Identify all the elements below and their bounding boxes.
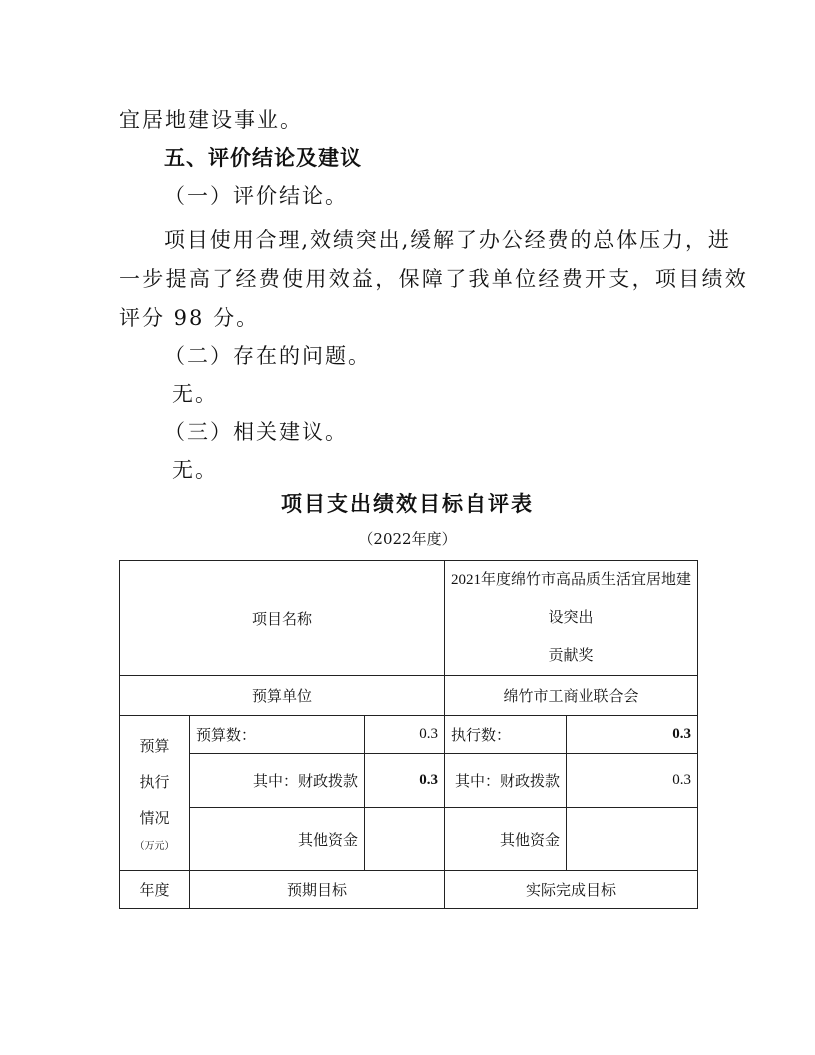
budget-amount-label: 预算数： [190, 716, 365, 754]
project-name-value [445, 561, 698, 676]
other-funds-label-executed: 其他资金 [445, 808, 567, 871]
actual-goal-label: 实际完成目标 [445, 871, 698, 909]
table-row [120, 716, 698, 754]
fiscal-value-executed: 0.3 [567, 754, 698, 808]
budget-unit-value: 绵竹市工商业联合会 [445, 676, 698, 716]
project-name-label: 项目名称 [120, 561, 445, 676]
other-funds-value-executed [567, 808, 698, 871]
paragraph-conclusion-line3: 评分 98 分。 [119, 306, 260, 330]
table-row [120, 871, 698, 909]
other-funds-label-budget: 其他资金 [190, 808, 365, 871]
budget-amount-value: 0.3 [365, 716, 445, 754]
side-label-3: 情况 [139, 811, 170, 827]
performance-table [119, 560, 698, 909]
section-heading: 五、评价结论及建议 [164, 146, 362, 170]
paragraph-conclusion-line2: 一步提高了经费使用效益，保障了我单位经费开支，项目绩效 [119, 267, 749, 291]
year-label: 年度 [120, 871, 190, 909]
table-title: 项目支出绩效目标自评表 [281, 492, 534, 516]
side-label-1: 预算 [139, 739, 170, 755]
fiscal-value-budget: 0.3 [365, 754, 445, 808]
budget-unit-label: 预算单位 [120, 676, 445, 716]
project-name-value-line1: 2021年度绵竹市高品质生活宜居地建设突出 [451, 572, 692, 626]
expected-goal-label: 预期目标 [190, 871, 445, 909]
side-label-2: 执行 [139, 775, 170, 791]
other-funds-value-budget [365, 808, 445, 871]
subheading-problems: （二）存在的问题。 [164, 344, 371, 368]
side-label-unit: （万元） [134, 841, 175, 852]
fiscal-label-budget: 其中：财政拨款 [190, 754, 365, 808]
table-year: （2022年度） [358, 530, 457, 548]
paragraph-conclusion-line1: 项目使用合理,效绩突出,缓解了办公经费的总体压力，进 [164, 228, 731, 252]
table-row [120, 754, 698, 808]
budget-execution-label [120, 716, 190, 871]
subheading-suggestions: （三）相关建议。 [164, 420, 348, 444]
paragraph-continuation: 宜居地建设事业。 [119, 108, 303, 132]
table-row [120, 561, 698, 676]
executed-amount-value: 0.3 [567, 716, 698, 754]
paragraph-suggestions: 无。 [172, 458, 218, 482]
project-name-value-line2: 贡献奖 [548, 648, 594, 664]
fiscal-label-executed: 其中：财政拨款 [445, 754, 567, 808]
paragraph-problems: 无。 [172, 382, 218, 406]
table-row [120, 676, 698, 716]
subheading-conclusion: （一）评价结论。 [164, 184, 348, 208]
table-row [120, 808, 698, 871]
executed-amount-label: 执行数： [445, 716, 567, 754]
